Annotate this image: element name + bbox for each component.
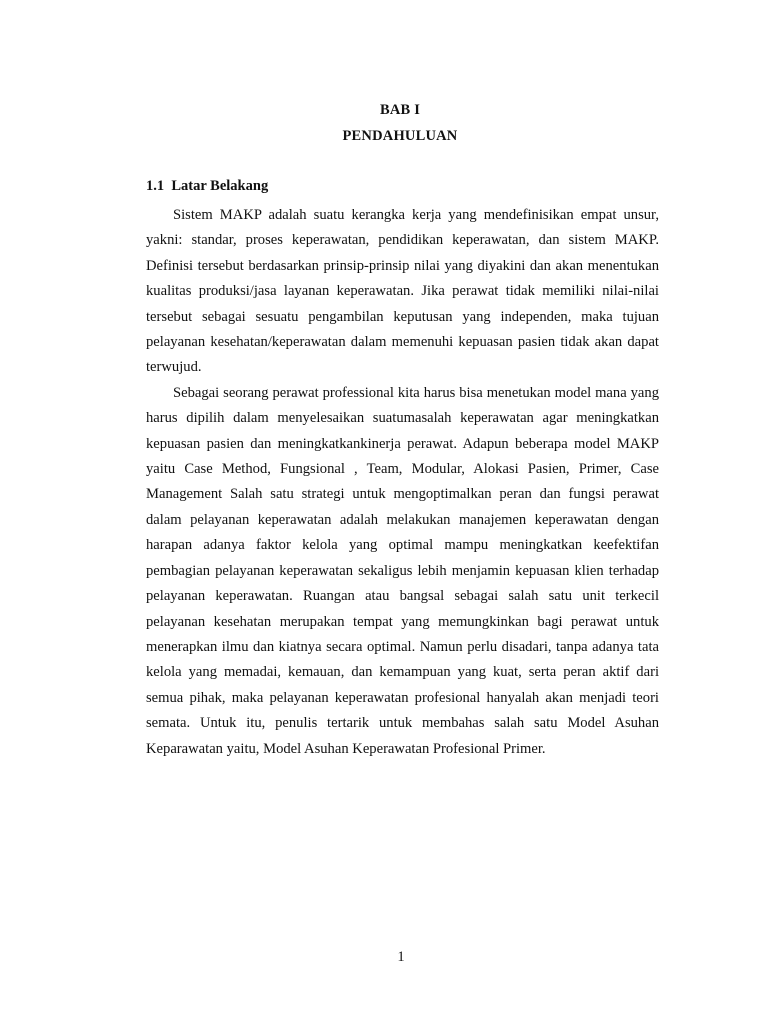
chapter-label: BAB I [379,102,421,118]
page-number: 1 [397,949,405,965]
body-text [146,203,659,762]
section-heading: 1.1 Latar Belakang [146,178,269,194]
paragraph-2: Sebagai seorang perawat professional kita harus bisa menetukan model mana yang harus dipilih dalam menyelesaikan suatumasalah keperawatan agar meningkatkan kepuasan pasien dan meningkatkankinerja perawat. Adapun beberapa model MAKP yaitu Case Method, Fungsional , Team, Modular, Alokasi Pasien, Primer, Case Management Salah satu strategi untuk mengoptimalkan peran dan fungsi perawat dalam pelayanan keperawatan adalah melakukan manajemen keperawatan dengan harapan adanya faktor kelola yang optimal mampu meningkatkan keefektifan pembagian pelayanan keperawatan sekaligus lebih menjamin kepuasan klien terhadap pelayanan keperawatan. Ruangan atau bangsal sebagai salah satu unit terkecil pelayanan kesehatan merupakan tempat yang memungkinkan bagi perawat untuk menerapkan ilmu dan kiatnya secara optimal. Namun perlu disadari, tanpa adanya tata kelola yang memadai, kemauan, dan kemampuan yang kuat, serta peran aktif dari semua pihak, maka pelayanan keperawatan profesional hanyalah akan menjadi teori semata. Untuk itu, penulis tertarik untuk membahas salah satu Model Asuhan Keparawatan yaitu, Model Asuhan Keperawatan Profesional Primer. [146,384,659,757]
chapter-title: PENDAHULUAN [342,128,458,144]
paragraph-1: Sistem MAKP adalah suatu kerangka kerja yang mendefinisikan empat unsur, yakni: standar, proses keperawatan, pendidikan keperawatan, dan sistem MAKP. Definisi tersebut berdasarkan prinsip-prinsip nilai yang diyakini dan akan menentukan kualitas produksi/jasa layanan keperawatan. Jika perawat tidak memiliki nilai-nilai tersebut sebagai sesuatu pengambilan keputusan yang independen, maka tujuan pelayanan kesehatan/keperawatan dalam memenuhi kepuasan pasien tidak akan dapat terwujud. [146,207,659,376]
